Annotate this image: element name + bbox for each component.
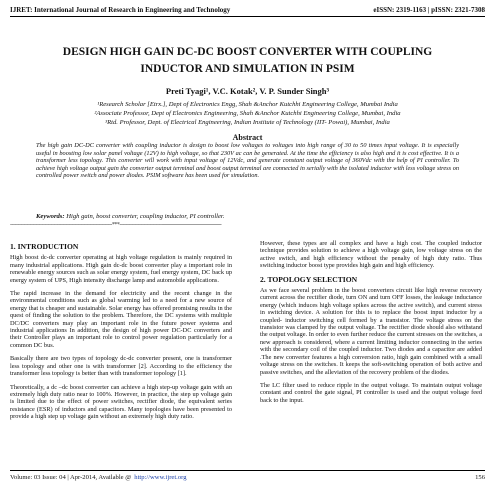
header-rule: [10, 16, 485, 17]
abstract-text: The high gain DC-DC converter with coupling inductor is design to boost low voltages to voltages into high range of 30 to 50 times input voltage. It is especially useful in boosting low solar panel voltage (12V) to high voltage, so that 230V ac can be generated. At the time the efficiency is also high and it is cost effective. It is a transformer less topology. This converter will work with input voltage of 12Vdc, and generate constant output voltage of 360Vdc with the help of PI controller. To achieve high voltage output gain the converter output terminal and boost output terminal are connected in serially with the isolated inductor with less voltage stress on controlled power switch and power diodes. PSIM software has been used for simulation.: [36, 142, 459, 180]
topology-heading: 2. TOPOLOGY SELECTION: [260, 274, 358, 284]
intro-paragraph-3: Basically there are two types of topology dc-dc converter present, one is transformer less topology and other one is with transformer [2]. According to the efficiency the transformer less topology is better than with transformer topology [1].: [10, 355, 232, 378]
paper-title: [10, 44, 485, 78]
keywords-label: Keywords:: [36, 213, 65, 220]
affiliation-3: ³Rtd. Professor, Dept. of Electrical Engineering, Indian Institute of Technology (IIT- Powai), Mumbai, India: [105, 119, 390, 126]
continued-paragraph: However, these types are all complex and have a high cost. The coupled inductor technique provides solution to achieve a high voltage gain, low voltage stress on the active switch, and high efficiency without the penalty of high duty ratio. Thus switching inductor boost type provides high gain and high efficiency.: [260, 240, 482, 270]
abstract-heading: Abstract: [232, 133, 263, 142]
footer-volume-info: [10, 474, 187, 481]
intro-paragraph-2: The rapid increase in the demand for electricity and the recent change in the environmental conditions such as global warming led to a need for a new source of energy that is cheaper and sustainable. Solar energy has offered promising results in the quest of finding the solution to the problem. Therefore, the DC systems with multiple DC/DC converters may play an important role in the future power systems and industrial applications In addition, the design of high power DC-DC converters and their Controller plays an important role to control power regulation particularly for a common DC bus.: [10, 290, 232, 349]
affiliation-1: ¹Research Scholar [Etrx.], Dept of Electronics Engg, Shah &Anchor Kutchhi Engineering College, Mumbai India: [97, 101, 398, 108]
journal-url-link[interactable]: http://www.ijret.org: [134, 474, 187, 481]
section-separator: --------------------------------------------------------------------***--------------------------------------------------------------------: [10, 222, 222, 228]
affiliation-2: ²Associate Professor, Dept of Electronics Engineering, Shah &Anchor Kutchhi Engineering College, Mumbai, India: [94, 110, 401, 117]
author-list: Preti Tyagi¹, V.C. Kotak², V. P. Sunder Singh³: [165, 86, 330, 96]
topology-paragraph-2: The LC filter used to reduce ripple in the output voltage. To maintain output voltage constant and control the gate signal, PI controller is used and the output voltage feed back to the input.: [260, 381, 482, 404]
page-footer: [10, 474, 485, 481]
keywords: [36, 213, 459, 221]
right-column: [260, 240, 482, 410]
page-number: 156: [475, 474, 485, 481]
journal-name: IJRET: International Journal of Research in Engineering and Technology: [10, 6, 231, 14]
intro-paragraph-1: High boost dc-dc converter operating at high voltage regulation is mainly required in many industrial applications. High gain dc-dc boost converter play a important role in renewable energy sources such as solar energy system, fuel energy system, DC back up energy system of UPS, High intensity discharge lamp and automobile applications.: [10, 254, 232, 284]
topology-paragraph-1: As we face several problem in the boost converters circuit like high reverse recovery current across the rectifier diode, turn ON and turn OFF losses, the leakage inductance energy (which induces high voltage spikes across the active switch), and current stress in switching device. A solution for this is to replace the boost input inductor by a coupled- inductor switching cell formed by a transistor. The voltage stress on the transistor was clamped by the output voltage. The rectifier diode should also withstand the output voltage. In order to even further reduce the current stresses on the switches, a new approach is considered, where a current limiting inductor connecting in the series with the secondary coil of the coupled inductor. Two diodes and a capacitor are added .The new converter features a high conversion ratio, high gain combined with a small voltage stress on the switches. It keeps the soft-switching operation of both active and passive switches, and the alleviation of the recovery problem of the diodes.: [260, 287, 482, 376]
journal-header: [10, 4, 485, 16]
keywords-text: High gain, boost converter, coupling inductor, PI controller.: [66, 213, 225, 220]
introduction-heading: 1. INTRODUCTION: [10, 242, 79, 251]
footer-volume: Volume: 03 Issue: 04 | Apr-2014, Available @: [10, 474, 132, 481]
left-column: [10, 240, 232, 427]
title-line-1: DESIGN HIGH GAIN DC-DC BOOST CONVERTER WITH COUPLING: [62, 46, 433, 58]
title-line-2: INDUCTOR AND SIMULATION IN PSIM: [140, 63, 355, 75]
issn-info: eISSN: 2319-1163 | pISSN: 2321-7308: [373, 6, 485, 14]
footer-rule: [10, 470, 485, 471]
intro-paragraph-4: Theoretically, a dc –dc boost converter can achieve a high step-up voltage gain with an extremely high duty ratio near to 100%. However, in practice, the step up voltage gain is limited due to the effect of power switches, rectifier diode, the equivalent series resistance (ESR) of inductors and capacitors. Many topologies have been presented to provide a high step up voltage gain without an extremely high duty ratio.: [10, 383, 232, 421]
